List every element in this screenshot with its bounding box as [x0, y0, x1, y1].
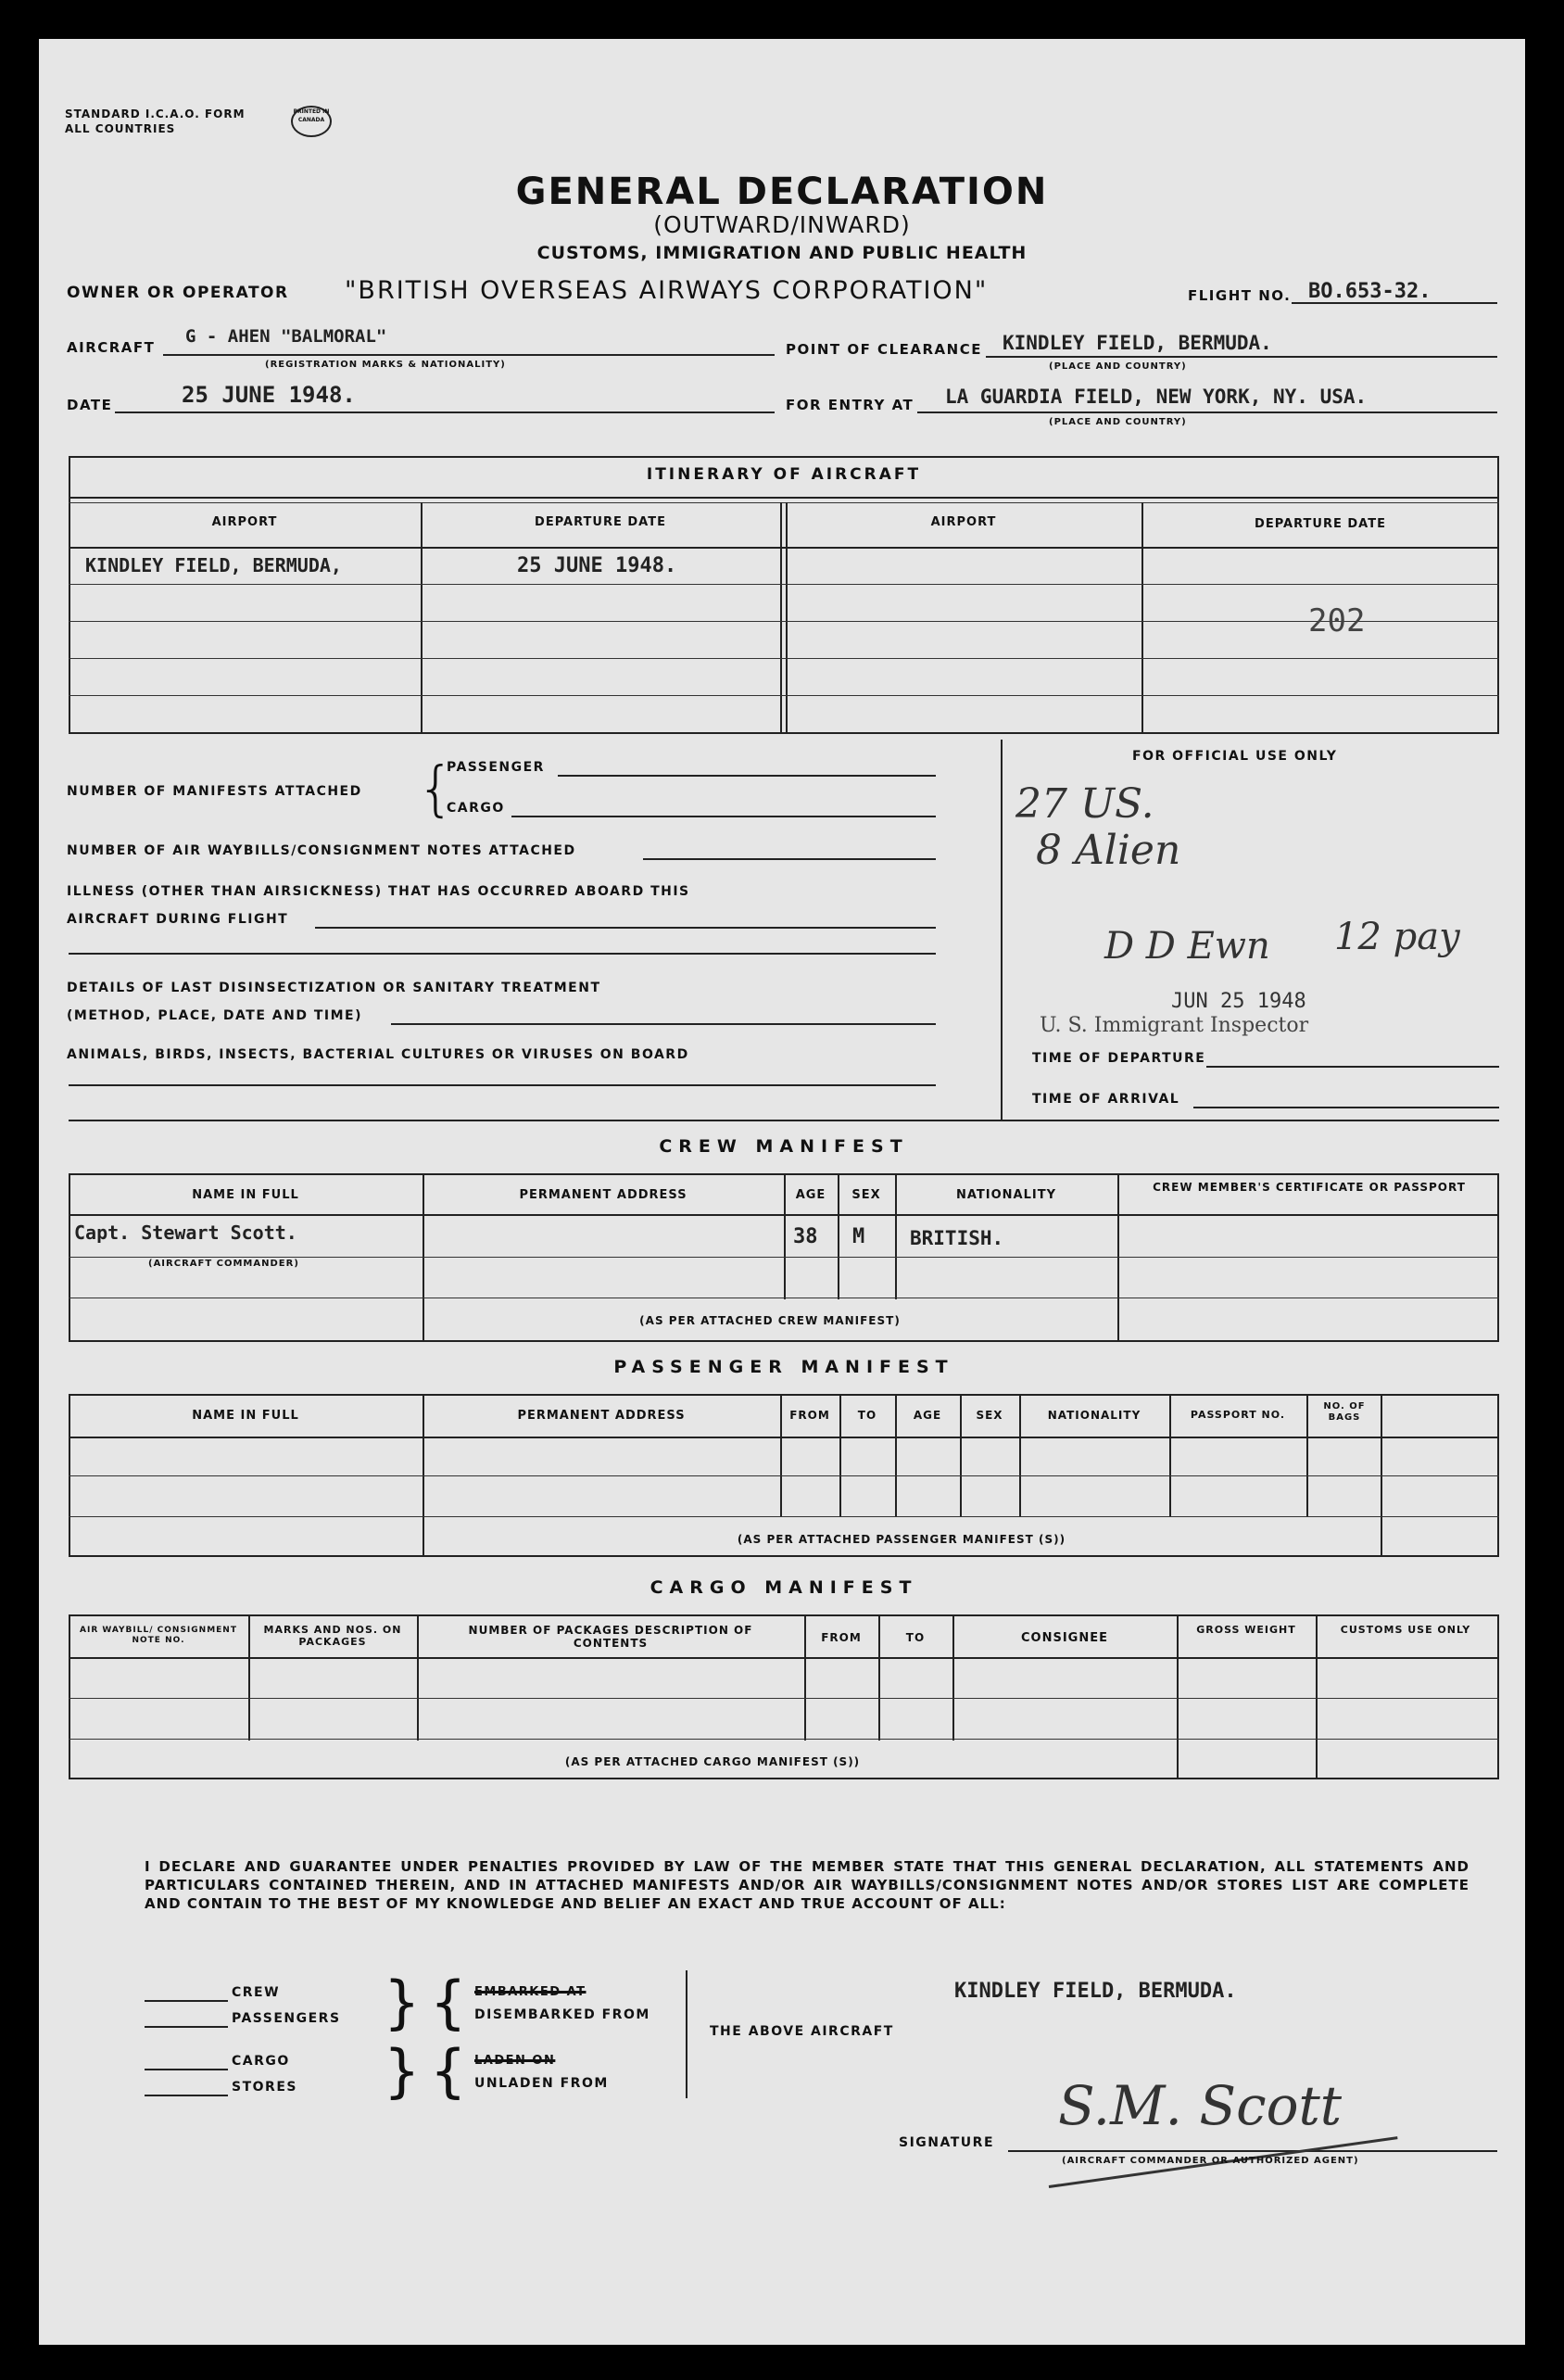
entry-caption: (PLACE AND COUNTRY) — [1049, 417, 1187, 427]
owner-label: OWNER OR OPERATOR — [67, 284, 289, 302]
departure-line — [1206, 1066, 1499, 1068]
decl-above-aircraft: THE ABOVE AIRCRAFT — [710, 2024, 894, 2039]
cargo-header-from: FROM — [821, 1631, 862, 1644]
cargo-line — [511, 816, 936, 817]
official-hand1: 27 US. — [1015, 780, 1154, 828]
manifests-brace-icon: { — [417, 755, 455, 824]
signature-caption: (AIRCRAFT COMMANDER OR AUTHORIZED AGENT) — [1062, 2156, 1359, 2166]
entry-value[interactable]: LA GUARDIA FIELD, NEW YORK, NY. USA. — [945, 386, 1368, 408]
crew-header-address: PERMANENT ADDRESS — [519, 1188, 687, 1202]
cargo-header-marks: MARKS AND NOS. ON PACKAGES — [263, 1624, 402, 1648]
waybills-line — [643, 858, 936, 860]
section-bottom-line — [69, 1120, 1499, 1121]
entry-label: FOR ENTRY AT — [786, 397, 914, 413]
crew-footer: (AS PER ATTACHED CREW MANIFEST) — [639, 1314, 901, 1327]
decl-cargo-label: CARGO — [232, 2054, 290, 2069]
immigration-stamp-text: U. S. Immigrant Inspector — [1040, 1014, 1309, 1037]
illness-label1: ILLNESS (OTHER THAN AIRSICKNESS) THAT HAS OCCURRED ABOARD THIS — [67, 884, 690, 899]
aircraft-caption: (REGISTRATION MARKS & NATIONALITY) — [265, 360, 506, 370]
itinerary-col2b — [786, 502, 788, 734]
itinerary-header-airport2: AIRPORT — [930, 515, 997, 529]
crew-row-rule1 — [69, 1257, 1499, 1258]
arrival-line — [1193, 1107, 1499, 1108]
cargo-header-waybill: AIR WAYBILL/ CONSIGNMENT NOTE NO. — [80, 1626, 237, 1645]
illness-line1 — [315, 927, 936, 929]
itinerary-title-rule2 — [69, 502, 1499, 503]
itinerary-header-airport1: AIRPORT — [211, 515, 278, 529]
flight-label: FLIGHT NO. — [1188, 287, 1292, 304]
decl-brace2-icon: { — [430, 1969, 467, 2036]
cargo-row-rule1 — [69, 1698, 1499, 1699]
itinerary-row-rule1 — [69, 584, 1499, 585]
itinerary-row-rule2 — [69, 621, 1499, 622]
aircraft-label: AIRCRAFT — [67, 339, 156, 356]
clearance-line — [986, 356, 1497, 358]
passenger-label: PASSENGER — [447, 760, 545, 775]
arrival-label: TIME OF ARRIVAL — [1032, 1092, 1180, 1107]
passenger-title: PASSENGER MANIFEST — [613, 1357, 954, 1377]
cargo-header-description: NUMBER OF PACKAGES DESCRIPTION OF CONTENTS — [468, 1624, 753, 1650]
crew-header-age: AGE — [795, 1188, 826, 1202]
illness-line2 — [69, 953, 936, 955]
itinerary-header-date2: DEPARTURE DATE — [1255, 517, 1386, 531]
cargo-label: CARGO — [447, 801, 505, 816]
itinerary-row-rule3 — [69, 658, 1499, 659]
passenger-row-rule1 — [69, 1475, 1499, 1476]
decl-disembarked-label: DISEMBARKED FROM — [474, 2007, 650, 2022]
passenger-header-sex: SEX — [976, 1409, 1003, 1422]
cargo-col6 — [1177, 1614, 1179, 1779]
decl-stores-label: STORES — [232, 2080, 297, 2095]
decl-laden-label: LADEN ON — [474, 2054, 556, 2068]
flight-value[interactable]: BO.653-32. — [1308, 280, 1432, 303]
form-title: GENERAL DECLARATION — [515, 171, 1049, 213]
official-divider — [1001, 740, 1003, 1120]
itinerary-col1 — [421, 502, 423, 734]
crew-title: CREW MANIFEST — [659, 1136, 909, 1157]
crew-age-value[interactable]: 38 — [793, 1225, 818, 1248]
passenger-header-age: AGE — [913, 1409, 942, 1422]
date-line — [115, 411, 775, 413]
declaration-text: I DECLARE AND GUARANTEE UNDER PENALTIES PROVIDED BY LAW OF THE MEMBER STATE THAT THIS GENERAL DECLARATION, ALL STATEMENTS AND PARTICULARS CONTAINED THEREIN, AND IN ATTACHED MANIFESTS AND/OR AIR WAYBILLS/CONSIGNMENT NOTES AND/OR STORES LIST ARE COMPLETE AND CONTAIN TO THE BEST OF MY KNOWLEDGE AND BELIEF AN EXACT AND TRUE ACCOUNT OF ALL: — [145, 1858, 1469, 1912]
aircraft-line — [163, 354, 775, 356]
clearance-caption: (PLACE AND COUNTRY) — [1049, 361, 1187, 372]
itinerary-header-rule — [69, 547, 1499, 549]
clearance-value[interactable]: KINDLEY FIELD, BERMUDA. — [1003, 332, 1272, 354]
waybills-label: NUMBER OF AIR WAYBILLS/CONSIGNMENT NOTES ATTACHED — [67, 843, 576, 858]
decl-place-value[interactable]: KINDLEY FIELD, BERMUDA. — [954, 1980, 1237, 2003]
itinerary-row1-date[interactable]: 25 JUNE 1948. — [517, 554, 677, 577]
crew-nationality-value[interactable]: BRITISH. — [910, 1227, 1004, 1249]
stores-count-line — [145, 2095, 228, 2096]
signature-line — [1008, 2150, 1497, 2152]
owner-value: "BRITISH OVERSEAS AIRWAYS CORPORATION" — [345, 276, 989, 305]
date-label: DATE — [67, 397, 113, 413]
signature-label: SIGNATURE — [899, 2135, 995, 2150]
cargo-header-customs: CUSTOMS USE ONLY — [1340, 1624, 1471, 1636]
passenger-header-name: NAME IN FULL — [192, 1409, 299, 1423]
passenger-header-passport: PASSPORT NO. — [1190, 1409, 1286, 1421]
official-hand3: D D Ewn — [1104, 925, 1270, 968]
decl-crew-label: CREW — [232, 1985, 281, 2000]
passenger-row-rule2 — [69, 1516, 1499, 1517]
crew-count-line — [145, 2000, 228, 2002]
printed-stamp-icon — [291, 106, 332, 137]
decl-brace1-icon: } — [384, 1969, 421, 2036]
passengers-count-line — [145, 2026, 228, 2028]
cargo-row-rule2 — [69, 1739, 1499, 1740]
departure-label: TIME OF DEPARTURE — [1032, 1051, 1206, 1066]
form-standard-line1: STANDARD I.C.A.O. FORM — [65, 108, 246, 120]
cargo-header-consignee: CONSIGNEE — [1021, 1631, 1108, 1645]
crew-header-rule — [69, 1214, 1499, 1216]
crew-header-certificate: CREW MEMBER'S CERTIFICATE OR PASSPORT — [1153, 1181, 1466, 1194]
itinerary-row-rule4 — [69, 695, 1499, 696]
immigration-stamp-date: JUN 25 1948 — [1171, 990, 1306, 1013]
crew-name-value[interactable]: Capt. Stewart Scott. — [74, 1222, 297, 1244]
page-number: 202 — [1308, 602, 1366, 639]
aircraft-value[interactable]: G - AHEN "BALMORAL" — [185, 326, 387, 347]
official-title: FOR OFFICIAL USE ONLY — [1132, 749, 1338, 764]
decl-passengers-label: PASSENGERS — [232, 2011, 341, 2026]
animals-label: ANIMALS, BIRDS, INSECTS, BACTERIAL CULTURES OR VIRUSES ON BOARD — [67, 1047, 689, 1062]
cargo-header-weight: GROSS WEIGHT — [1196, 1624, 1296, 1636]
entry-line — [917, 411, 1497, 413]
passenger-header-address: PERMANENT ADDRESS — [517, 1409, 686, 1423]
manifests-label: NUMBER OF MANIFESTS ATTACHED — [67, 784, 362, 799]
form-standard-line2: ALL COUNTRIES — [65, 122, 176, 135]
form-subtitle2: CUSTOMS, IMMIGRATION AND PUBLIC HEALTH — [536, 243, 1028, 263]
date-value[interactable]: 25 JUNE 1948. — [182, 382, 356, 408]
cargo-col2 — [417, 1614, 419, 1741]
cargo-header-to: TO — [905, 1631, 926, 1644]
crew-header-sex: SEX — [851, 1188, 881, 1202]
passenger-header-nationality: NATIONALITY — [1047, 1409, 1141, 1422]
decl-bracket — [686, 1970, 687, 2098]
animals-line1 — [69, 1084, 936, 1086]
passenger-header-rule — [69, 1437, 1499, 1438]
declaration-form — [39, 39, 1525, 2345]
itinerary-row1-airport[interactable]: KINDLEY FIELD, BERMUDA, — [85, 554, 342, 576]
decl-embarked-label: EMBARKED AT — [474, 1985, 586, 1999]
itinerary-col3 — [1141, 502, 1143, 734]
passenger-line — [558, 775, 936, 777]
disinsect-label1: DETAILS OF LAST DISINSECTIZATION OR SANITARY TREATMENT — [67, 981, 601, 995]
printed-stamp-text: PRINTED IN CANADA — [293, 108, 330, 123]
clearance-label: POINT OF CLEARANCE — [786, 341, 982, 358]
crew-role: (AIRCRAFT COMMANDER) — [148, 1259, 299, 1269]
crew-col5 — [1117, 1173, 1119, 1342]
decl-brace3-icon: } — [384, 2037, 421, 2105]
disinsect-line — [391, 1023, 936, 1025]
cargo-header-rule — [69, 1657, 1499, 1659]
cargo-col7 — [1316, 1614, 1318, 1779]
passenger-footer: (AS PER ATTACHED PASSENGER MANIFEST (S)) — [737, 1533, 1066, 1546]
signature-value[interactable]: S.M. Scott — [1058, 2074, 1343, 2137]
passenger-header-to: TO — [857, 1409, 877, 1422]
passenger-header-from: FROM — [789, 1409, 830, 1422]
illness-label2: AIRCRAFT DURING FLIGHT — [67, 912, 289, 927]
crew-header-nationality: NATIONALITY — [955, 1188, 1057, 1202]
decl-unladen-label: UNLADEN FROM — [474, 2076, 609, 2091]
cargo-title: CARGO MANIFEST — [650, 1577, 918, 1598]
itinerary-col2 — [780, 502, 782, 734]
itinerary-title-rule — [69, 497, 1499, 499]
cargo-col1 — [248, 1614, 250, 1741]
official-hand4: 12 pay — [1334, 916, 1460, 958]
cargo-footer: (AS PER ATTACHED CARGO MANIFEST (S)) — [564, 1755, 861, 1768]
official-hand2: 8 Alien — [1036, 827, 1181, 874]
itinerary-header-date1: DEPARTURE DATE — [535, 515, 666, 529]
cargo-count-line — [145, 2069, 228, 2070]
form-subtitle: (OUTWARD/INWARD) — [653, 211, 911, 238]
decl-brace4-icon: { — [430, 2037, 467, 2105]
crew-header-name: NAME IN FULL — [192, 1188, 299, 1202]
itinerary-title: ITINERARY OF AIRCRAFT — [646, 465, 922, 484]
crew-sex-value[interactable]: M — [852, 1225, 865, 1248]
passenger-header-bags: NO. OF BAGS — [1323, 1401, 1366, 1423]
disinsect-label2: (METHOD, PLACE, DATE AND TIME) — [67, 1008, 362, 1023]
